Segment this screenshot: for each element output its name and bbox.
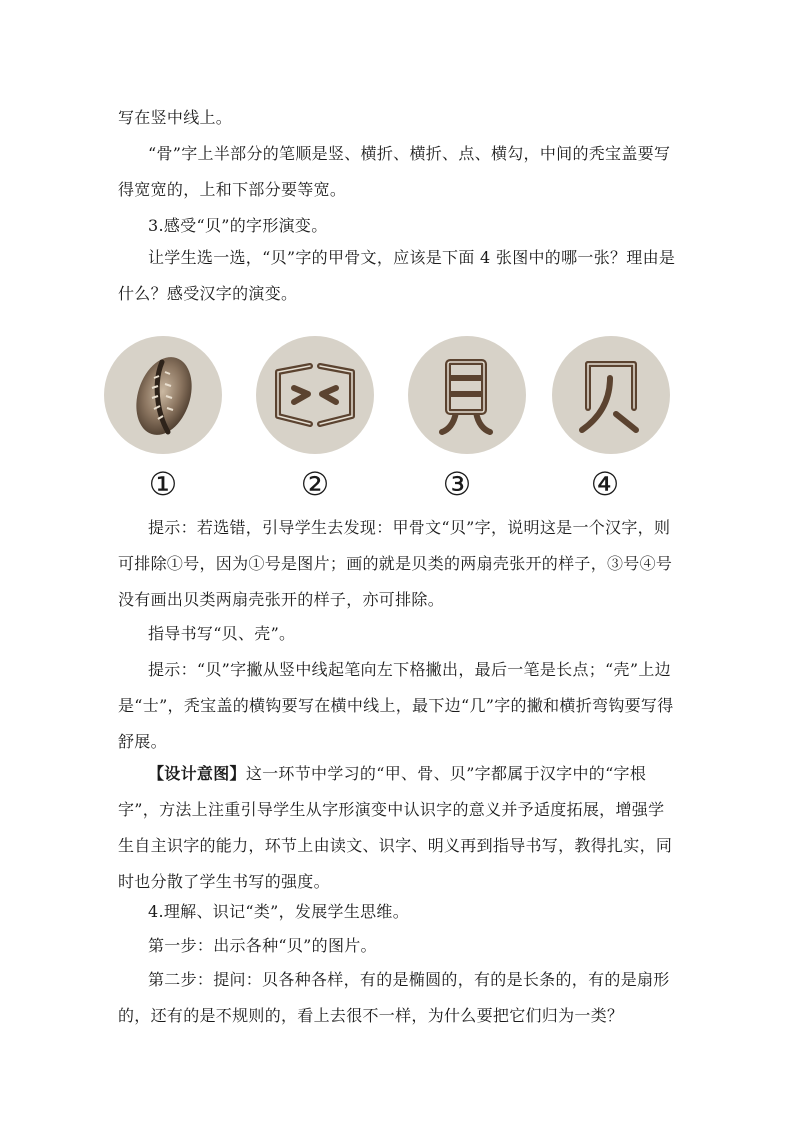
paragraph-1: 写在竖中线上。 [118,108,233,127]
paragraph-4: 让学生选一选，“贝”字的甲骨文，应该是下面 4 张图中的哪一张？理由是什么？感受汉字的演变。 [118,248,676,303]
paragraph-7: 提示：“贝”字撇从竖中线起笔向左下格撇出，最后一笔是长点；“壳”上边是“士”，秃宝盖的横钩要写在横中线上，最下边“几”字的撇和横折弯钩要写得舒展。 [118,660,674,751]
design-intent-paragraph [118,756,678,900]
oracle-bone-glyph-icon [256,336,374,454]
image-label-1: ① [148,465,178,503]
modern-character-icon [552,336,670,454]
section-heading-3: 3.感受“贝”的字形演变。 [148,216,328,235]
character-evolution-images [104,336,670,506]
design-intent-label: 【设计意图】 [148,764,246,783]
paragraph-5: 提示：若选错，引导学生去发现：甲骨文“贝”字，说明这是一个汉字，则可排除①号，因为①号是图片；画的就是贝类的两扇壳张开的样子，③号④号没有画出贝类两扇壳张开的样子，亦可排除。 [118,518,673,609]
image-label-4: ④ [590,465,620,503]
section-heading-4: 4.理解、识记“类”，发展学生思维。 [148,902,410,921]
image-label-3: ③ [442,465,472,503]
image-label-2: ② [300,465,330,503]
paragraph-11: 第二步：提问：贝各种各样，有的是椭圆的，有的是长条的，有的是扇形的，还有的是不规则的，看上去很不一样，为什么要把它们归为一类？ [118,970,670,1025]
paragraph-2: “骨”字上半部分的笔顺是竖、横折、横折、点、横勾，中间的秃宝盖要写得宽宽的，上和下部分要等宽。 [118,144,671,199]
paragraph-10: 第一步：出示各种“贝”的图片。 [148,936,377,955]
design-intent-text: 这一环节中学习的“甲、骨、贝”字都属于汉字中的“字根字”，方法上注重引导学生从字形演变中认识字的意义并予适度拓展，增强学生自主识字的能力，环节上由读文、识字、明义再到指导书写，教得扎实，同时也分散了学生书写的强度。 [118,764,673,891]
paragraph-6: 指导书写“贝、壳”。 [148,624,296,643]
seal-script-glyph-icon [408,336,526,454]
cowrie-shell-icon [104,336,222,454]
